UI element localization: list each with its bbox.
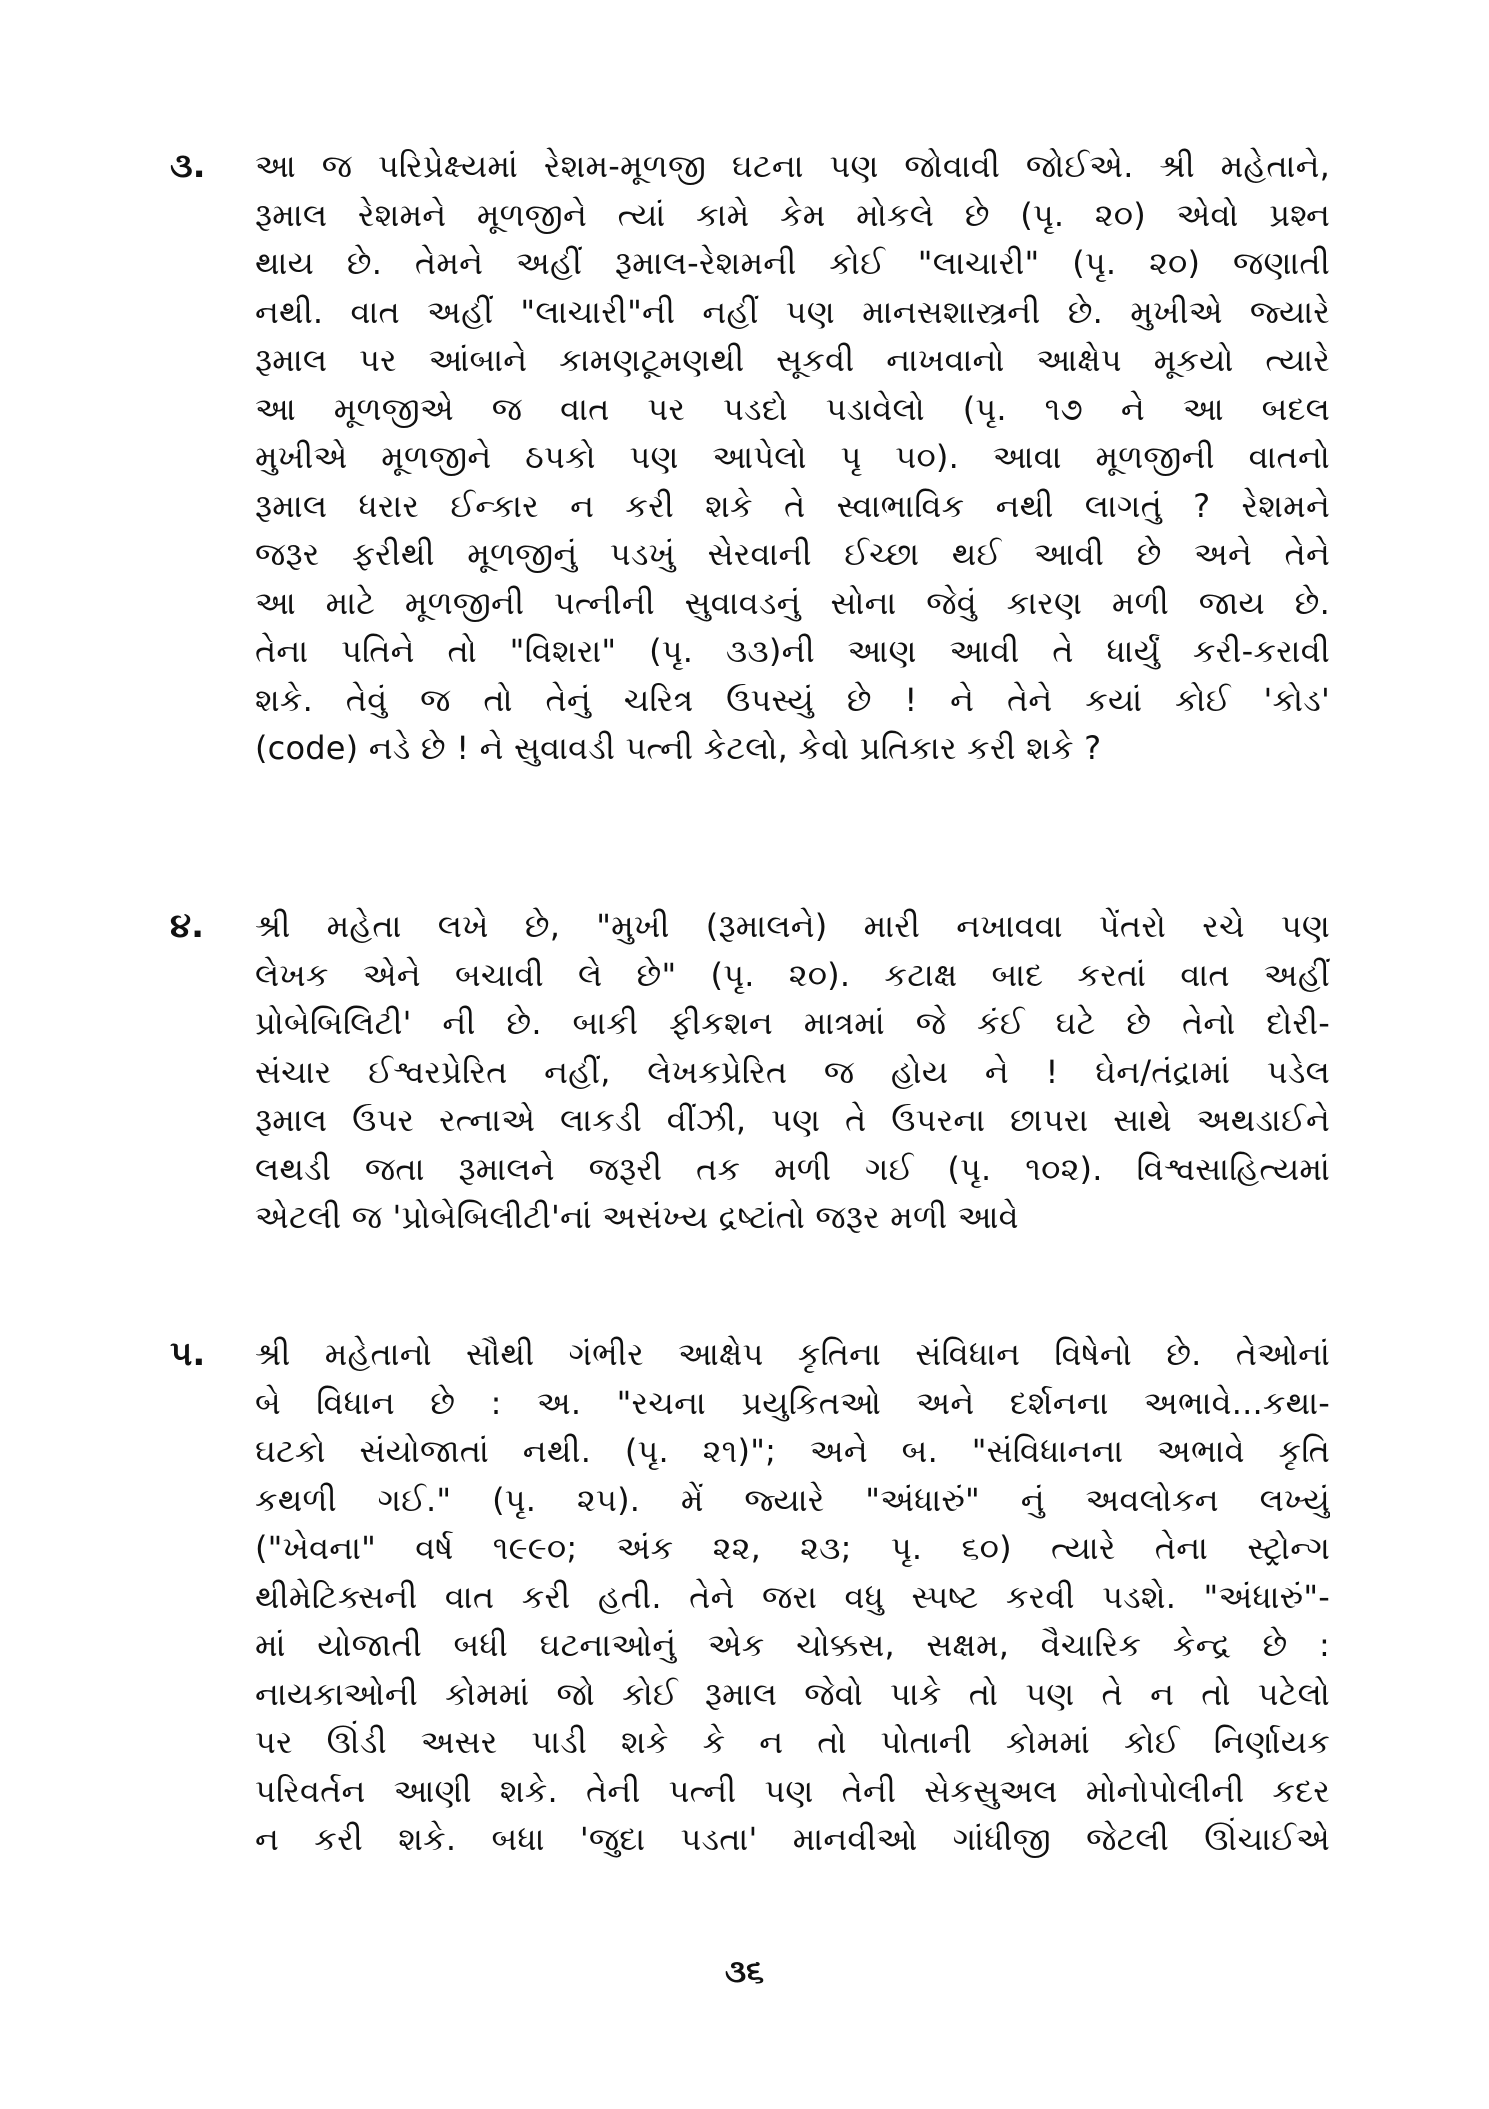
text-line: ન કરી શકે. બધા 'જુદા પડતા' માનવીઓ ગાંધીજી જેટલી ઊંચાઈએ	[255, 1820, 1330, 1858]
paragraph-body	[255, 142, 1330, 773]
text-line: પ્રોબેબિલિટી' ની છે. બાકી ફીકશન માત્રમાં જે કંઈ ઘટે છે તેનો દોરી-	[255, 1004, 1330, 1042]
text-line: (code) નડે છે ! ને સુવાવડી પત્ની કેટલો, કેવો પ્રતિકાર કરી શકે ?	[255, 729, 1102, 767]
text-line: તેના પતિને તો "વિશરા" (પૃ. ૩૩)ની આણ આવી તે ધાર્યું કરી-કરાવી	[255, 632, 1330, 670]
text-line: લથડી જતા રૂમાલને જરૂરી તક મળી ગઈ (પૃ. ૧૦૨). વિશ્વસાહિત્યમાં	[255, 1149, 1330, 1188]
text-line: રૂમાલ ધરાર ઈન્કાર ન કરી શકે તે સ્વાભાવિક નથી લાગતું ? રેશમને	[255, 486, 1330, 525]
text-line: માં યોજાતી બધી ઘટનાઓનું એક ચોક્કસ, સક્ષમ, વૈચારિક કેન્દ્ર છે :	[255, 1626, 1330, 1664]
text-line: શકે. તેવું જ તો તેનું ચરિત્ર ઉપસ્યું છે ! ને તેને કયાં કોઈ 'કોડ'	[255, 680, 1330, 719]
text-line: સંચાર ઈશ્વરપ્રેરિત નહીં, લેખકપ્રેરિત જ હોય ને ! ઘેન/તંદ્રામાં પડેલ	[255, 1052, 1330, 1091]
text-line: જરૂર ફરીથી મૂળજીનું પડખું સેરવાની ઈચ્છા થઈ આવી છે અને તેને	[255, 535, 1330, 573]
paragraph-number: ૫.	[170, 1334, 206, 1374]
text-line: શ્રી મહેતાનો સૌથી ગંભીર આક્ષેપ કૃતિના સંવિધાન વિષેનો છે. તેઓનાં	[255, 1335, 1330, 1373]
text-line: ઘટકો સંયોજાતાં નથી. (પૃ. ૨૧)"; અને બ. "સંવિધાનના અભાવે કૃતિ	[255, 1432, 1330, 1470]
text-line: રૂમાલ પર આંબાને કામણટૂમણથી સૂકવી નાખવાનો આક્ષેપ મૂકયો ત્યારે	[255, 341, 1330, 379]
text-line: આ જ પરિપ્રેક્ષ્યમાં રેશમ-મૂળજી ઘટના પણ જોવાવી જોઈએ. શ્રી મહેતાને,	[255, 147, 1330, 185]
text-line: ("ખેવના" વર્ષ ૧૯૯૦; અંક ૨૨, ૨૩; પૃ. ૬૦) ત્યારે તેના સ્ટ્રોન્ગ	[255, 1529, 1330, 1567]
text-line: નથી. વાત અહીં "લાચારી"ની નહીં પણ માનસશાસ્ત્રની છે. મુખીએ જ્યારે	[255, 292, 1330, 331]
text-line: આ મૂળજીએ જ વાત પર પડદો પડાવેલો (પૃ. ૧૭ ને આ બદલ	[255, 389, 1330, 428]
paragraph-number: ૩.	[170, 146, 206, 186]
paragraph-number: ૪.	[170, 906, 204, 946]
paragraph-body	[255, 1330, 1330, 1864]
text-line: થાય છે. તેમને અહીં રૂમાલ-રેશમની કોઈ "લાચારી" (પૃ. ૨૦) જણાતી	[255, 244, 1330, 282]
text-line: લેખક એને બચાવી લે છે" (પૃ. ૨૦). કટાક્ષ બાદ કરતાં વાત અહીં	[255, 955, 1330, 994]
text-line: બે વિધાન છે : અ. "રચના પ્રયુકિતઓ અને દર્શનના અભાવે...કથા-	[255, 1383, 1330, 1422]
text-line: આ માટે મૂળજીની પત્નીની સુવાવડનું સોના જેવું કારણ મળી જાય છે.	[255, 583, 1330, 622]
text-line: નાયકાઓની કોમમાં જો કોઈ રૂમાલ જેવો પાકે તો પણ તે ન તો પટેલો	[255, 1674, 1330, 1713]
text-line: મુખીએ મૂળજીને ઠપકો પણ આપેલો પૃ ૫૦). આવા મૂળજીની વાતનો	[255, 438, 1330, 476]
text-line: થીમેટિક્સની વાત કરી હતી. તેને જરા વધુ સ્પષ્ટ કરવી પડશે. "અંધારું"-	[255, 1577, 1330, 1616]
text-line: રૂમાલ ઉપર રત્નાએ લાકડી વીંઝી, પણ તે ઉપરના છાપરા સાથે અથડાઈને	[255, 1101, 1330, 1139]
paragraph-body	[255, 902, 1330, 1242]
text-line: એટલી જ 'પ્રોબેબિલીટી'નાં અસંખ્ય દ્રષ્ટાંતો જરૂર મળી આવે	[255, 1198, 1019, 1236]
text-line: રૂમાલ રેશમને મૂળજીને ત્યાં કામે કેમ મોકલે છે (પૃ. ૨૦) એવો પ્રશ્ન	[255, 195, 1330, 234]
text-line: કથળી ગઈ." (પૃ. ૨૫). મેં જ્યારે "અંધારું" નું અવલોકન લખ્યું	[255, 1480, 1330, 1519]
text-line: પર ઊંડી અસર પાડી શકે કે ન તો પોતાની કોમમાં કોઈ નિર્ણાયક	[255, 1723, 1330, 1761]
text-line: શ્રી મહેતા લખે છે, "મુખી (રૂમાલને) મારી નખાવવા પેંતરો રચે પણ	[255, 907, 1330, 945]
text-line: પરિવર્તન આણી શકે. તેની પત્ની પણ તેની સેકસુઅલ મોનોપોલીની કદર	[255, 1771, 1330, 1810]
page-number: ૩૬	[724, 1952, 765, 1990]
